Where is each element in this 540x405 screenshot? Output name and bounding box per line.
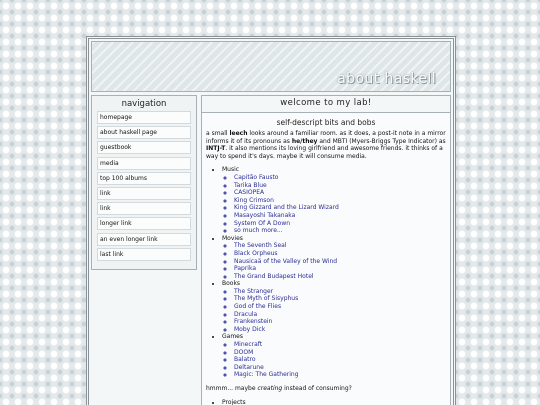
intro-bold-pronouns: he/they: [291, 137, 318, 145]
list-item[interactable]: ◦ Dracula: [234, 311, 446, 319]
nav-link-guestbook[interactable]: guestbook: [97, 141, 191, 154]
category-label: Books: [222, 280, 241, 288]
list-item[interactable]: ◦ God of the Flies: [234, 303, 446, 311]
intro-bold-mbti: INTJ-T: [206, 145, 226, 153]
list-item[interactable]: ◦ Balatro: [234, 356, 446, 364]
navigation-title: navigation: [121, 99, 167, 109]
intro-bold-leech: leech: [229, 130, 248, 137]
list-item[interactable]: ◦ King Gizzard and the Lizard Wizard: [234, 204, 446, 212]
intro-text: . it also mentions its loving girlfriend and awesome friends. it thinks of a way to spend it's days. maybe it will consume media.: [206, 145, 443, 160]
list-item[interactable]: ◦ Capitão Fausto: [234, 174, 446, 182]
main-panel: [201, 95, 451, 405]
nav-link-even-longer[interactable]: an even longer link: [97, 233, 191, 246]
category-movies: [222, 235, 446, 281]
list-item[interactable]: ◦ Masayoshi Takanaka: [234, 212, 446, 220]
list-item[interactable]: ◦ Nausicaä of the Valley of the Wind: [234, 258, 446, 266]
outro-text: instead of consuming?: [282, 385, 352, 392]
list-item[interactable]: ◦ The Seventh Seal: [234, 242, 446, 250]
list-item[interactable]: ◦ Deltarune: [234, 364, 446, 372]
movies-list: [222, 242, 446, 280]
nav-link-media[interactable]: media: [97, 157, 191, 170]
site-title: about haskell: [337, 71, 436, 87]
list-item[interactable]: ◦ The Stranger: [234, 288, 446, 296]
list-item[interactable]: ◦ Minecraft: [234, 341, 446, 349]
category-books: [222, 280, 446, 333]
navigation-panel: [91, 95, 197, 270]
nav-link-about-haskell[interactable]: about haskell page: [97, 126, 191, 139]
outro-text: hmmm... maybe: [206, 385, 258, 392]
intro-text: a small: [206, 130, 230, 137]
games-list: [222, 341, 446, 379]
nav-link-homepage[interactable]: homepage: [97, 111, 191, 124]
category-label: Music: [222, 166, 240, 174]
nav-link-longer[interactable]: longer link: [97, 217, 191, 230]
books-list: [222, 288, 446, 334]
page-frame: [86, 36, 456, 405]
nav-link[interactable]: link: [97, 202, 191, 215]
header-banner: [91, 41, 451, 92]
music-list: [222, 174, 446, 235]
category-label: Games: [222, 333, 243, 341]
list-item[interactable]: ◦ Frankenstein: [234, 318, 446, 326]
intro-text: and MBTI (Myers-Briggs Type Indicator) as: [317, 137, 446, 145]
intro-paragraph: [206, 130, 446, 160]
list-item[interactable]: ◦ The Grand Budapest Hotel: [234, 273, 446, 281]
projects-list: [206, 399, 446, 405]
main-title: welcome to my lab!: [202, 96, 450, 113]
nav-link-last[interactable]: last link: [97, 248, 191, 261]
main-content: [202, 130, 450, 405]
category-label: Movies: [222, 234, 243, 242]
nav-link[interactable]: link: [97, 187, 191, 200]
category-music: [222, 166, 446, 234]
outro-emphasis: creating: [257, 385, 283, 392]
category-projects: • Projects: [222, 399, 446, 405]
category-games: [222, 333, 446, 379]
list-item[interactable]: ◦ The Myth of Sisyphus: [234, 295, 446, 303]
list-item[interactable]: ◦ Black Orpheus: [234, 250, 446, 258]
outro-paragraph: [206, 385, 446, 393]
nav-list: [92, 111, 196, 261]
list-item[interactable]: ◦ CASIOPEA: [234, 189, 446, 197]
list-item[interactable]: ◦ so much more...: [234, 227, 446, 235]
list-item[interactable]: ◦ System Of A Down: [234, 220, 446, 228]
list-item[interactable]: ◦ Tarika Blue: [234, 182, 446, 190]
list-item[interactable]: ◦ Moby Dick: [234, 326, 446, 334]
list-item[interactable]: ◦ Paprika: [234, 265, 446, 273]
list-item[interactable]: ◦ King Crimson: [234, 197, 446, 205]
nav-link-top-100-albums[interactable]: top 100 albums: [97, 172, 191, 185]
intro-text: looks around a familiar room. as it does, a post-it note in a mirror informs it of its pronouns as: [206, 130, 446, 145]
media-categories: [206, 166, 446, 379]
main-subtitle: self-descript bits and bobs: [276, 118, 376, 127]
list-item[interactable]: ◦ Magic: The Gathering: [234, 371, 446, 379]
list-item[interactable]: ◦ DOOM: [234, 349, 446, 357]
